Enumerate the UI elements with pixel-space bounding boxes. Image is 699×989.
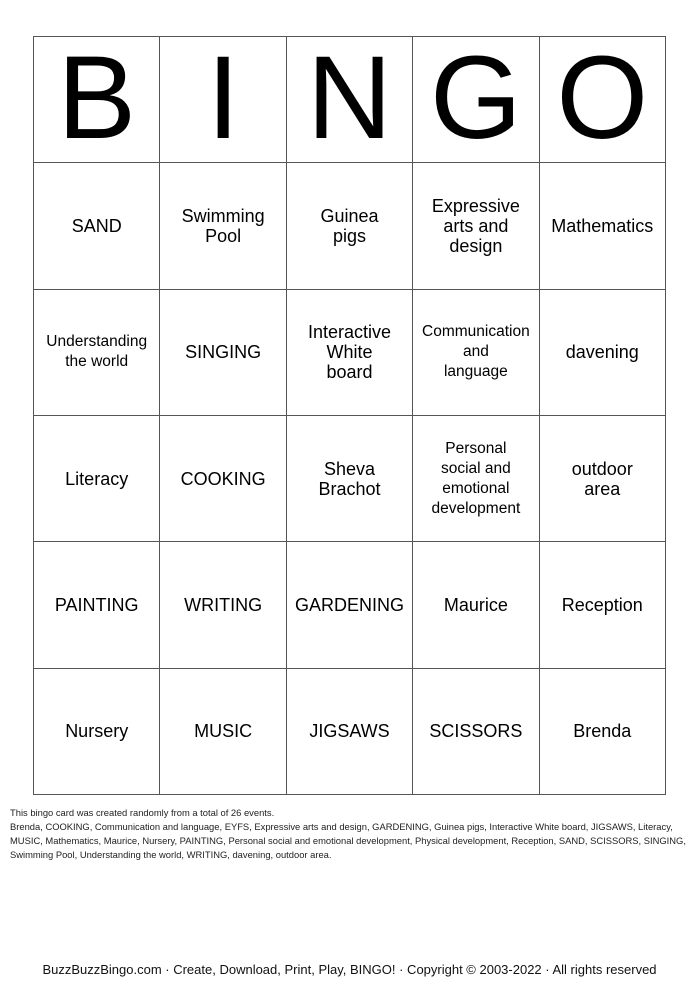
- bingo-cell: [34, 290, 160, 416]
- card-info: [10, 806, 690, 862]
- cell-text-line: WRITING: [184, 594, 263, 615]
- cell-text-line: JIGSAWS: [309, 721, 390, 742]
- cell-text-line: Pool: [205, 225, 242, 246]
- bingo-cell: [413, 416, 539, 542]
- header-letter-n: N: [287, 37, 413, 163]
- bingo-cell: [160, 163, 286, 289]
- cell-text-line: Guinea: [320, 205, 379, 226]
- cell-text-line: and: [462, 343, 489, 361]
- bingo-cell: [413, 542, 539, 668]
- bingo-cell: [34, 163, 160, 289]
- cell-text-line: Sheva: [323, 458, 376, 479]
- cell-text-line: MUSIC: [194, 721, 253, 742]
- cell-text-line: Communication: [422, 323, 530, 341]
- cell-text-line: White: [326, 342, 373, 363]
- cell-text-line: design: [449, 235, 503, 256]
- header-letter-i: I: [160, 37, 286, 163]
- cell-text-line: development: [431, 499, 521, 517]
- bingo-cell: [34, 542, 160, 668]
- bingo-cell: [413, 290, 539, 416]
- bingo-card-grid: [33, 31, 666, 795]
- cell-text-line: arts and: [443, 215, 509, 236]
- bingo-cell: [160, 416, 286, 542]
- cell-text-line: the world: [65, 353, 129, 371]
- cell-text-line: emotional: [442, 479, 510, 497]
- cell-text-line: language: [443, 363, 508, 381]
- bingo-cell: [287, 290, 413, 416]
- bingo-cell: [540, 669, 666, 795]
- bingo-cell: [540, 290, 666, 416]
- bingo-cell: [160, 290, 286, 416]
- cell-text-line: PAINTING: [54, 594, 139, 615]
- bingo-cell: [34, 416, 160, 542]
- bingo-cell: [287, 163, 413, 289]
- cell-text-line: GARDENING: [294, 594, 404, 615]
- bingo-cell: [540, 542, 666, 668]
- bingo-cell: [160, 669, 286, 795]
- cell-text-line: SCISSORS: [429, 721, 523, 742]
- cell-text-line: davening: [565, 342, 639, 363]
- bingo-cell: [540, 416, 666, 542]
- bingo-cell: [287, 669, 413, 795]
- cell-text-line: Nursery: [65, 721, 129, 742]
- bingo-cell: [540, 163, 666, 289]
- cell-text-line: Brachot: [318, 478, 381, 499]
- header-letter-b: B: [34, 37, 160, 163]
- info-events-list: Brenda, COOKING, Communication and language, EYFS, Expressive arts and design, GARDENING, Guinea pigs, Interactive White board, JIGSAWS, Literacy, MUSIC, Mathematics, Maurice, Nursery, PAINTING, Personal social and emotional development, Physical development, Reception, SAND, SCISSORS, SINGING, Swimming Pool, Understanding the world, WRITING, davening, outdoor area.: [10, 821, 686, 860]
- bingo-cell: [160, 542, 286, 668]
- cell-text-line: Expressive: [431, 195, 520, 216]
- header-letter-g: G: [413, 37, 539, 163]
- bingo-cell: [413, 669, 539, 795]
- cell-text-line: Reception: [561, 594, 643, 615]
- info-summary: This bingo card was created randomly from a total of 26 events.: [10, 807, 275, 818]
- cell-text-line: Swimming: [181, 205, 265, 226]
- bingo-cell: [413, 163, 539, 289]
- cell-text-line: Brenda: [573, 721, 632, 742]
- cell-text-line: Understanding: [46, 333, 148, 351]
- cell-text-line: SAND: [71, 215, 122, 236]
- cell-text-line: Interactive: [307, 322, 392, 343]
- cell-text-line: outdoor: [571, 458, 633, 479]
- cell-text-line: board: [326, 362, 373, 383]
- bingo-cell: [34, 669, 160, 795]
- cell-text-line: Literacy: [65, 468, 129, 489]
- cell-text-line: Personal: [445, 439, 507, 457]
- cell-text-line: SINGING: [185, 342, 262, 363]
- footer-copyright: BuzzBuzzBingo.com · Create, Download, Print, Play, BINGO! · Copyright © 2003-2022 · All rights reserved: [42, 962, 657, 977]
- bingo-cell: [287, 416, 413, 542]
- cell-text-line: Maurice: [443, 594, 508, 615]
- bingo-cell: [287, 542, 413, 668]
- cell-text-line: Mathematics: [551, 215, 654, 236]
- cell-text-line: area: [584, 478, 621, 499]
- cell-text-line: COOKING: [180, 468, 266, 489]
- cell-text-line: pigs: [332, 225, 366, 246]
- header-letter-o: O: [540, 37, 666, 163]
- cell-text-line: social and: [440, 459, 511, 477]
